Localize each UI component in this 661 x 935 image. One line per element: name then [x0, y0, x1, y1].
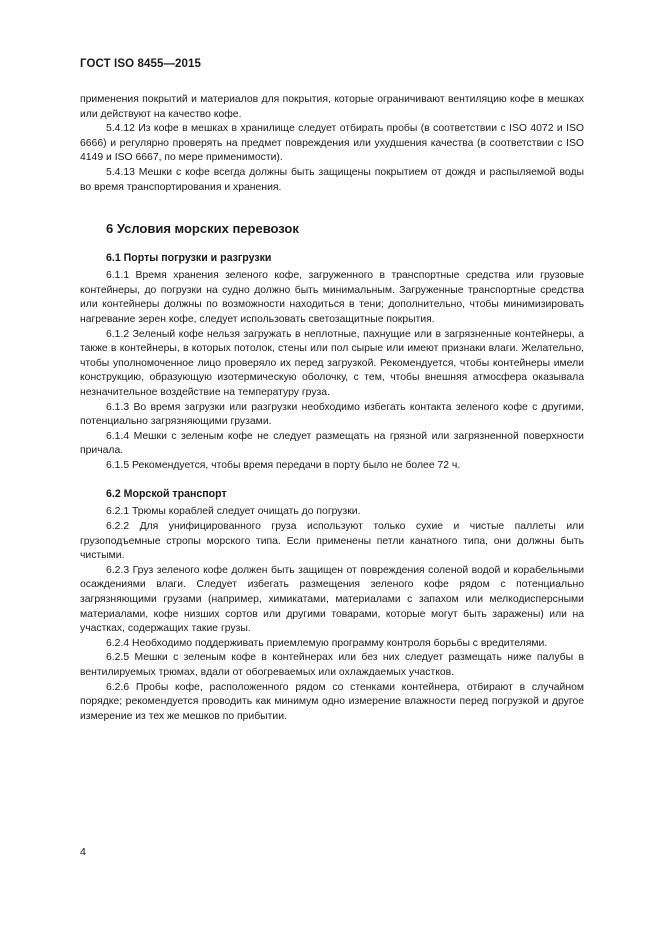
paragraph-6-2-6: 6.2.6 Пробы кофе, расположенного рядом со стенками контейнера, отбирают в случайном порядке; рекомендуется проводить как минимум одно измерение влажности перед погрузкой и другое измерение из тех же мешков по прибытии. [80, 681, 584, 722]
document-header: ГОСТ ISO 8455—2015 [80, 58, 202, 70]
paragraph-6-1-3: 6.1.3 Во время загрузки или разгрузки необходимо избегать контакта зеленого кофе с другими, потенциально загрязняющими грузами. [80, 401, 584, 428]
subsection-title-6-2: 6.2 Морской транспорт [106, 488, 227, 501]
paragraph-5-4-13: 5.4.13 Мешки с кофе всегда должны быть защищены покрытием от дождя и распыляемой воды во время транспортирования и хранения. [80, 166, 584, 193]
page-number: 4 [80, 846, 86, 858]
paragraph-6-1-2: 6.1.2 Зеленый кофе нельзя загружать в неплотные, пахнущие или в загрязненные контейнеры, а также в контейнеры, в которых потолок, стены или пол сырые или имеют признаки влаги. Желательно, чтобы уполномоченное лицо проверяло их перед загрузкой. Рекомендуется, чтобы контейнеры имели конструкцию, образующую изотермическую оболочку, с тем, чтобы внешняя атмосфера оказывала незначительное воздействие на температуру груза. [80, 328, 584, 398]
paragraph-6-2-2: 6.2.2 Для унифицированного груза используют только сухие и чистые паллеты или грузоподъемные стропы морского типа. Если применены петли канатного типа, они должны быть чистыми. [80, 521, 584, 562]
section-title: 6 Условия морских перевозок [106, 221, 299, 237]
paragraph-5-4-12: 5.4.12 Из кофе в мешках в хранилище следует отбирать пробы (в соответствии с ISO 4072 и ISO 6666) и регулярно проверять на предмет повреждения или ухудшения качества (в соответствии с ISO 4149 и ISO 6667, по мере применимости). [80, 123, 584, 164]
paragraph-6-2-4: 6.2.4 Необходимо поддерживать приемлемую программу контроля борьбы с вредителями. [106, 637, 548, 649]
paragraph-6-1-4: 6.1.4 Мешки с зеленым кофе не следует размещать на грязной или загрязненной поверхности причала. [80, 430, 584, 457]
paragraph-6-2-5: 6.2.5 Мешки с зеленым кофе в контейнерах или без них следует размещать ниже палубы в вентилируемых трюмах, вдали от обогреваемых или охлаждаемых участков. [80, 652, 584, 678]
paragraph-6-1-5: 6.1.5 Рекомендуется, чтобы время передачи в порту было не более 72 ч. [106, 459, 461, 471]
paragraph-6-1-1: 6.1.1 Время хранения зеленого кофе, загруженного в транспортные средства или грузовые контейнеры, до погрузки на судно должно быть минимальным. Загруженные транспортные средства или контейнеры должны по возможности находиться в тени; дополнительно, чтобы минимизировать нагревание зерен кофе, следует использовать светозащитные покрытия. [80, 270, 584, 325]
paragraph-continuation: применения покрытий и материалов для покрытия, которые ограничивают вентиляцию кофе в мешках или действуют на качество кофе. [80, 94, 584, 120]
paragraph-6-2-3: 6.2.3 Груз зеленого кофе должен быть защищен от повреждения соленой водой и корабельными осаждениями влаги. Следует избегать размещения зеленого кофе рядом с потенциально загрязняющими грузами (например, химикатами, материалами с запахом или мелкодисперсными материалами, кофе низших сортов или другими товарами, которые могут быть заражены) или на участках, содержащих такие грузы. [80, 564, 584, 635]
paragraph-6-2-1: 6.2.1 Трюмы кораблей следует очищать до погрузки. [106, 506, 361, 518]
subsection-title-6-1: 6.1 Порты погрузки и разгрузки [106, 252, 272, 265]
document-body [80, 93, 584, 724]
